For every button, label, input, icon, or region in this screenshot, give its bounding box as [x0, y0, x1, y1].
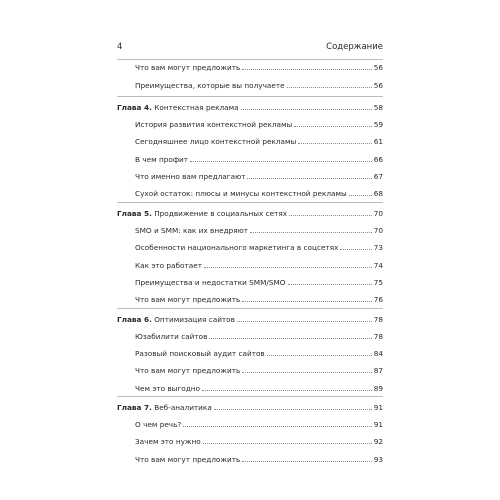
chapter-label: Глава 5.	[117, 209, 152, 218]
toc-page-number: 68	[373, 189, 383, 198]
toc-page-number: 59	[373, 120, 383, 129]
toc-page-number: 87	[373, 366, 383, 375]
entry-title-text: Что вам могут предложить	[135, 63, 241, 72]
toc-section-entry[interactable]	[117, 61, 383, 73]
toc-divider	[117, 202, 383, 203]
dot-leader	[340, 249, 371, 250]
dot-leader	[267, 355, 372, 356]
dot-leader	[287, 87, 372, 88]
entry-title-text: Зачем это нужно	[135, 437, 201, 446]
toc-page-number: 58	[373, 103, 383, 112]
toc-page-number: 89	[373, 384, 383, 393]
toc-entry-title	[135, 261, 202, 271]
toc-entry-title	[117, 103, 239, 113]
dot-leader	[214, 409, 372, 410]
toc-page-number: 73	[373, 243, 383, 252]
toc-chapter-entry[interactable]	[117, 313, 383, 325]
toc-entry-title	[135, 384, 200, 394]
toc-divider	[117, 308, 383, 309]
toc-section-entry[interactable]	[117, 364, 383, 376]
dot-leader	[294, 126, 371, 127]
dot-leader	[183, 426, 371, 427]
toc-entry-title	[135, 366, 240, 376]
toc-section-entry[interactable]	[117, 118, 383, 130]
toc-chapter-entry[interactable]	[117, 207, 383, 219]
dot-leader	[298, 143, 371, 144]
toc-page-number: 56	[373, 81, 383, 90]
toc-entry-title	[135, 349, 265, 359]
dot-leader	[247, 178, 371, 179]
entry-title-text: Продвижение в социальных сетях	[154, 209, 288, 218]
toc-section-entry[interactable]	[117, 153, 383, 165]
chapter-label: Глава 4.	[117, 103, 152, 112]
entry-title-text: Сухой остаток: плюсы и минусы контекстной рекламы	[135, 189, 347, 198]
dot-leader	[288, 284, 372, 285]
toc-entry-title	[135, 155, 188, 165]
running-title: Содержание	[326, 42, 383, 52]
dot-leader	[241, 109, 372, 110]
toc-page-number: 56	[373, 63, 383, 72]
toc-chapter-entry[interactable]	[117, 101, 383, 113]
entry-title-text: В чем профит	[135, 155, 189, 164]
toc-entry-title	[117, 403, 212, 413]
toc-entry-title	[135, 172, 245, 182]
entry-title-text: Контекстная реклама	[154, 103, 239, 112]
dot-leader	[190, 161, 372, 162]
toc-page-number: 78	[373, 332, 383, 341]
toc-section-entry[interactable]	[117, 259, 383, 271]
entry-title-text: Преимущества и недостатки SMM/SMO	[135, 278, 286, 287]
entry-title-text: История развития контекстной рекламы	[135, 120, 293, 129]
chapter-label: Глава 7.	[117, 403, 152, 412]
entry-title-text: Чем это выгодно	[135, 384, 200, 393]
entry-title-text: Разовый поисковый аудит сайтов	[135, 349, 265, 358]
toc-page-number: 66	[373, 155, 383, 164]
toc-entry-title	[135, 295, 240, 305]
toc-entry-title	[135, 243, 338, 253]
toc-section-entry[interactable]	[117, 276, 383, 288]
toc-section-entry[interactable]	[117, 79, 383, 91]
toc-chapter-entry[interactable]	[117, 401, 383, 413]
toc-page-number: 74	[373, 261, 383, 270]
toc-entry-title	[135, 189, 347, 199]
toc-section-entry[interactable]	[117, 293, 383, 305]
running-header	[117, 42, 383, 56]
dot-leader	[237, 321, 372, 322]
toc-divider	[117, 96, 383, 97]
entry-title-text: Преимущества, которые вы получаете	[135, 81, 285, 90]
toc-page-number: 67	[373, 172, 383, 181]
toc-page-number: 92	[373, 437, 383, 446]
toc-section-entry[interactable]	[117, 135, 383, 147]
toc-page-number: 91	[373, 420, 383, 429]
entry-title-text: SMO и SMM: как их внедряют	[135, 226, 249, 235]
dot-leader	[349, 195, 372, 196]
toc-section-entry[interactable]	[117, 453, 383, 465]
entry-title-text: Что вам могут предложить	[135, 295, 241, 304]
toc-section-entry[interactable]	[117, 330, 383, 342]
dot-leader	[204, 267, 372, 268]
toc-section-entry[interactable]	[117, 435, 383, 447]
toc-page-number: 93	[373, 455, 383, 464]
dot-leader	[209, 338, 371, 339]
chapter-label: Глава 6.	[117, 315, 152, 324]
toc-section-entry[interactable]	[117, 241, 383, 253]
dot-leader	[242, 69, 371, 70]
entry-title-text: Оптимизация сайтов	[154, 315, 235, 324]
toc-entry-title	[135, 137, 296, 147]
page-number: 4	[117, 42, 123, 52]
entry-title-text: Сегодняшнее лицо контекстной рекламы	[135, 137, 297, 146]
entry-title-text: Что вам могут предложить	[135, 366, 241, 375]
dot-leader	[289, 215, 372, 216]
entry-title-text: Что именно вам предлагают	[135, 172, 246, 181]
dot-leader	[203, 443, 372, 444]
toc-page-number: 75	[373, 278, 383, 287]
toc-entry-title	[135, 120, 292, 130]
toc-page-number: 84	[373, 349, 383, 358]
dot-leader	[242, 461, 371, 462]
toc-entry-title	[135, 226, 248, 236]
entry-title-text: Как это работает	[135, 261, 202, 270]
toc-entry-title	[117, 209, 287, 219]
toc-entry-title	[135, 420, 181, 430]
toc-section-entry[interactable]	[117, 347, 383, 359]
toc-page-number: 91	[373, 403, 383, 412]
toc-section-entry[interactable]	[117, 170, 383, 182]
toc-entry-title	[135, 332, 207, 342]
dot-leader	[242, 372, 371, 373]
entry-title-text: О чем речь?	[135, 420, 182, 429]
toc-page-number: 70	[373, 226, 383, 235]
toc-section-entry[interactable]	[117, 224, 383, 236]
toc-entry-title	[135, 81, 285, 91]
entry-title-text: Юзабилити сайтов	[135, 332, 208, 341]
entry-title-text: Что вам могут предложить	[135, 455, 241, 464]
toc-entry-title	[135, 278, 286, 288]
toc-entry-title	[135, 437, 201, 447]
toc-page-number: 78	[373, 315, 383, 324]
entry-title-text: Особенности национального маркетинга в соцсетях	[135, 243, 339, 252]
toc-divider	[117, 59, 383, 60]
toc-section-entry[interactable]	[117, 418, 383, 430]
toc-entry-title	[135, 455, 240, 465]
toc-page-number: 76	[373, 295, 383, 304]
entry-title-text: Веб-аналитика	[154, 403, 212, 412]
toc-entry-title	[117, 315, 235, 325]
toc-entry-title	[135, 63, 240, 73]
toc-page-number: 70	[373, 209, 383, 218]
toc-section-entry[interactable]	[117, 187, 383, 199]
toc-page-number: 61	[373, 137, 383, 146]
toc-divider	[117, 396, 383, 397]
dot-leader	[250, 232, 372, 233]
dot-leader	[242, 301, 371, 302]
toc-section-entry[interactable]	[117, 382, 383, 394]
dot-leader	[202, 390, 372, 391]
